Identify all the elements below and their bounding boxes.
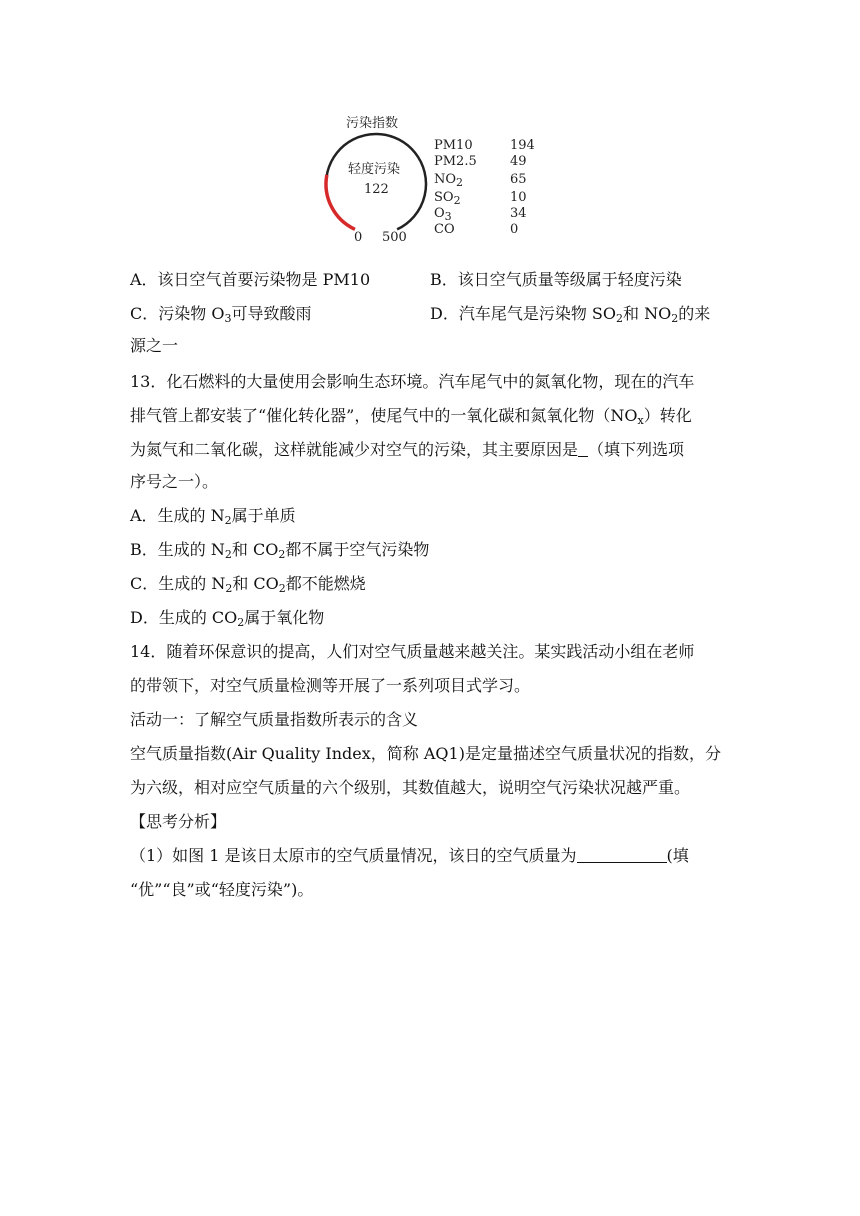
gauge-scale-min: 0 xyxy=(354,230,363,245)
q14-sub-question-1: （1）如图 1 是该日太原市的空气质量情况，该日的空气质量为 (填 xyxy=(130,846,689,865)
q14-stem-line-2: 的带领下，对空气质量检测等开展了一系列项目式学习。 xyxy=(130,676,531,695)
pollutant-value: 0 xyxy=(510,222,519,237)
q12-option-a: A．该日空气首要污染物是 PM10 xyxy=(130,270,371,289)
pollutant-value: 194 xyxy=(510,138,535,153)
figure-title: 污染指数 xyxy=(346,116,399,131)
q14-sub-question-1-continued: “优”“良”或“轻度污染”)。 xyxy=(130,880,314,899)
q12-options-row-2 xyxy=(130,304,740,329)
pollutant-value: 65 xyxy=(510,172,527,187)
pollutant-value: 49 xyxy=(510,154,527,169)
q13-option-c: C．生成的 $N_2$和 $CO_2$都不能燃烧 xyxy=(130,574,366,595)
pollutant-value: 10 xyxy=(510,190,527,205)
q12-option-b: B．该日空气质量等级属于轻度污染 xyxy=(430,270,682,289)
pollution-gauge xyxy=(320,112,430,250)
answer-blank[interactable] xyxy=(577,846,667,863)
gauge-level-label: 轻度污染 xyxy=(348,162,401,177)
gauge-fill xyxy=(326,175,355,230)
q13-stem-line-2: 排气管上都安装了“催化转化器”，使尾气中的一氧化碳和氮氧化物$(NO_x)$转化 xyxy=(130,406,692,427)
q12-option-d: D．汽车尾气是污染物 $SO_2$和 $NO_2$的来 xyxy=(430,304,711,325)
gauge-index-value: 122 xyxy=(364,182,389,197)
q13-option-b: B．生成的 $N_2$和 $CO_2$都不属于空气污染物 xyxy=(130,540,430,561)
pollutant-name: PM2.5 xyxy=(434,154,477,169)
q12-options-row-1 xyxy=(130,270,740,290)
q12-option-c: C．污染物 $O_3$可导致酸雨 xyxy=(130,304,312,325)
q12-option-d-continued: 源之一 xyxy=(130,336,179,355)
pollutant-name: $O_3$ xyxy=(434,206,452,223)
answer-blank[interactable] xyxy=(578,440,588,457)
pollutant-name: $NO_2$ xyxy=(434,172,464,189)
pollutant-name: CO xyxy=(434,222,455,237)
q13-stem-line-3: 为氮气和二氧化碳，这样就能减少对空气的污染，其主要原因是 （填下列选项 xyxy=(130,440,685,459)
pollutant-value: 34 xyxy=(510,206,527,221)
q14-aqi-line-2: 为六级，相对应空气质量的六个级别，其数值越大，说明空气污染状况越严重。 xyxy=(130,778,691,797)
air-quality-figure xyxy=(320,112,550,250)
q14-activity-1: 活动一：了解空气质量指数所表示的含义 xyxy=(130,710,419,729)
pollutant-name: $SO_2$ xyxy=(434,190,461,207)
q13-option-d: D．生成的 $CO_2$属于氧化物 xyxy=(130,608,325,629)
q14-stem-line-1: 14．随着环保意识的提高，人们对空气质量越来越关注。某实践活动小组在老师 xyxy=(130,642,695,661)
q14-section-heading: 【思考分析】 xyxy=(130,812,227,831)
q13-stem-line-1: 13．化石燃料的大量使用会影响生态环境。汽车尾气中的氮氧化物，现在的汽车 xyxy=(130,372,695,391)
q13-stem-line-4: 序号之一）。 xyxy=(130,472,219,491)
q14-aqi-line-1: 空气质量指数(Air Quality Index，简称 AQ1)是定量描述空气质量状况的指数，分 xyxy=(130,744,721,763)
pollutant-name: PM10 xyxy=(434,138,473,153)
gauge-scale-max: 500 xyxy=(382,230,407,245)
q13-option-a: A．生成的 $N_2$属于单质 xyxy=(130,506,296,527)
